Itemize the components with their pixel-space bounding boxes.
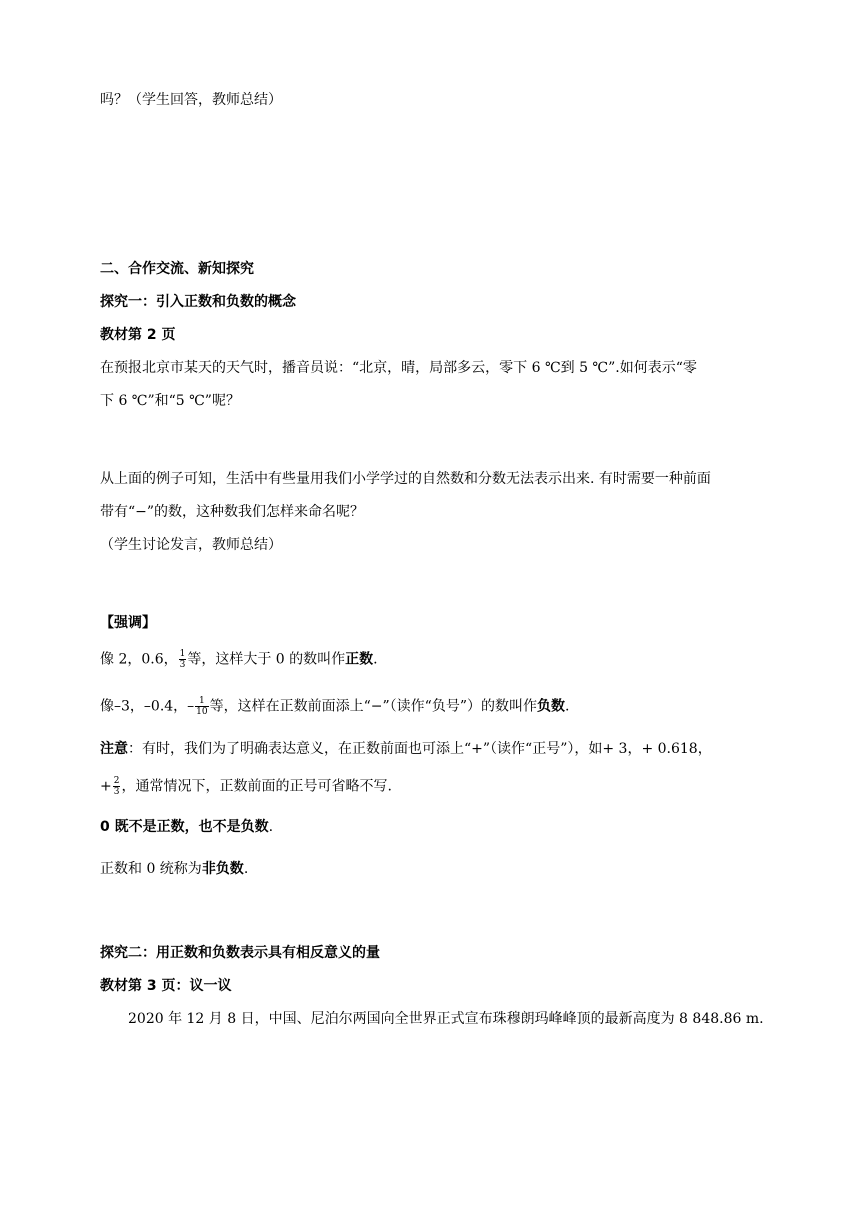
note-line2 [100,776,392,797]
explore1-textbook-ref: 教材第 2 页 [100,327,176,343]
negative-prefix: 像–3，–0.4，– [100,698,195,715]
zero-statement [100,817,273,837]
note-line2-end: ，通常情况下，正数前面的正号可省略不写. [121,778,392,795]
nonnegative-statement [100,859,248,879]
fraction-denominator: 3 [113,787,120,797]
zero-bold: 0 既不是正数，也不是负数 [100,819,269,835]
fraction-numerator: 1 [195,696,208,707]
explore1-para2-line3: （学生讨论发言，教师总结） [100,537,282,553]
positive-prefix: 像 2，0.6， [100,651,178,668]
zero-end: . [268,819,274,835]
explore1-para2-line2: 带有“−”的数，这种数我们怎样来命名呢？ [100,504,365,520]
nonneg-term: 非负数 [201,861,244,877]
fraction-denominator: 10 [196,707,208,717]
explore2-para1: 2020 年 12 月 8 日，中国、尼泊尔两国向全世界正式宣布珠穆朗玛峰峰顶的最新高度为 8 848.86 m. [128,1011,764,1027]
explore1-para1-line2: 下 6 ℃”和“5 ℃”呢？ [100,393,240,409]
section-heading: 二、合作交流、新知探究 [100,261,254,277]
explore2-textbook-ref: 教材第 3 页：议一议 [100,978,232,994]
positive-mid: 等，这样大于 0 的数叫作 [187,651,346,668]
explore2-title: 探究二：用正数和负数表示具有相反意义的量 [100,945,380,961]
explore1-para2-line1: 从上面的例子可知，生活中有些量用我们小学学过的自然数和分数无法表示出来. 有时需要一种前面 [100,471,711,487]
fraction-numerator: 1 [179,649,186,659]
explore1-para1-line1: 在预报北京市某天的天气时，播音员说：“北京，晴，局部多云，零下 6 ℃到 5 ℃”.如何表示“零 [100,360,697,376]
fraction-one-third [179,649,187,670]
negative-end: . [564,698,570,715]
negative-mid: 等，这样在正数前面添上“−”（读作“负号”）的数叫作 [209,698,537,715]
nonneg-prefix: 正数和 0 统称为 [100,861,202,877]
positive-term: 正数 [345,651,374,668]
note-line1 [100,739,712,759]
explore1-title: 探究一：引入正数和负数的概念 [100,294,296,310]
negative-term: 负数 [536,698,565,715]
negative-definition [100,696,569,717]
nonneg-end: . [243,861,249,877]
note-label: 注意 [100,741,128,757]
note-frac-prefix: + [100,778,112,795]
fraction-denominator: 3 [179,660,186,670]
fraction-two-thirds [113,776,121,797]
emphasis-heading: 【强调】 [100,615,156,631]
positive-definition [100,649,378,670]
fraction-numerator: 2 [113,776,120,786]
fraction-one-tenth [195,696,208,717]
intro-line: 吗？（学生回答，教师总结） [100,92,282,108]
note-text: ：有时，我们为了明确表达意义，在正数前面也可添上“+”（读作“正号”），如+ 3，+ 0.618， [128,741,712,757]
positive-end: . [373,651,378,668]
